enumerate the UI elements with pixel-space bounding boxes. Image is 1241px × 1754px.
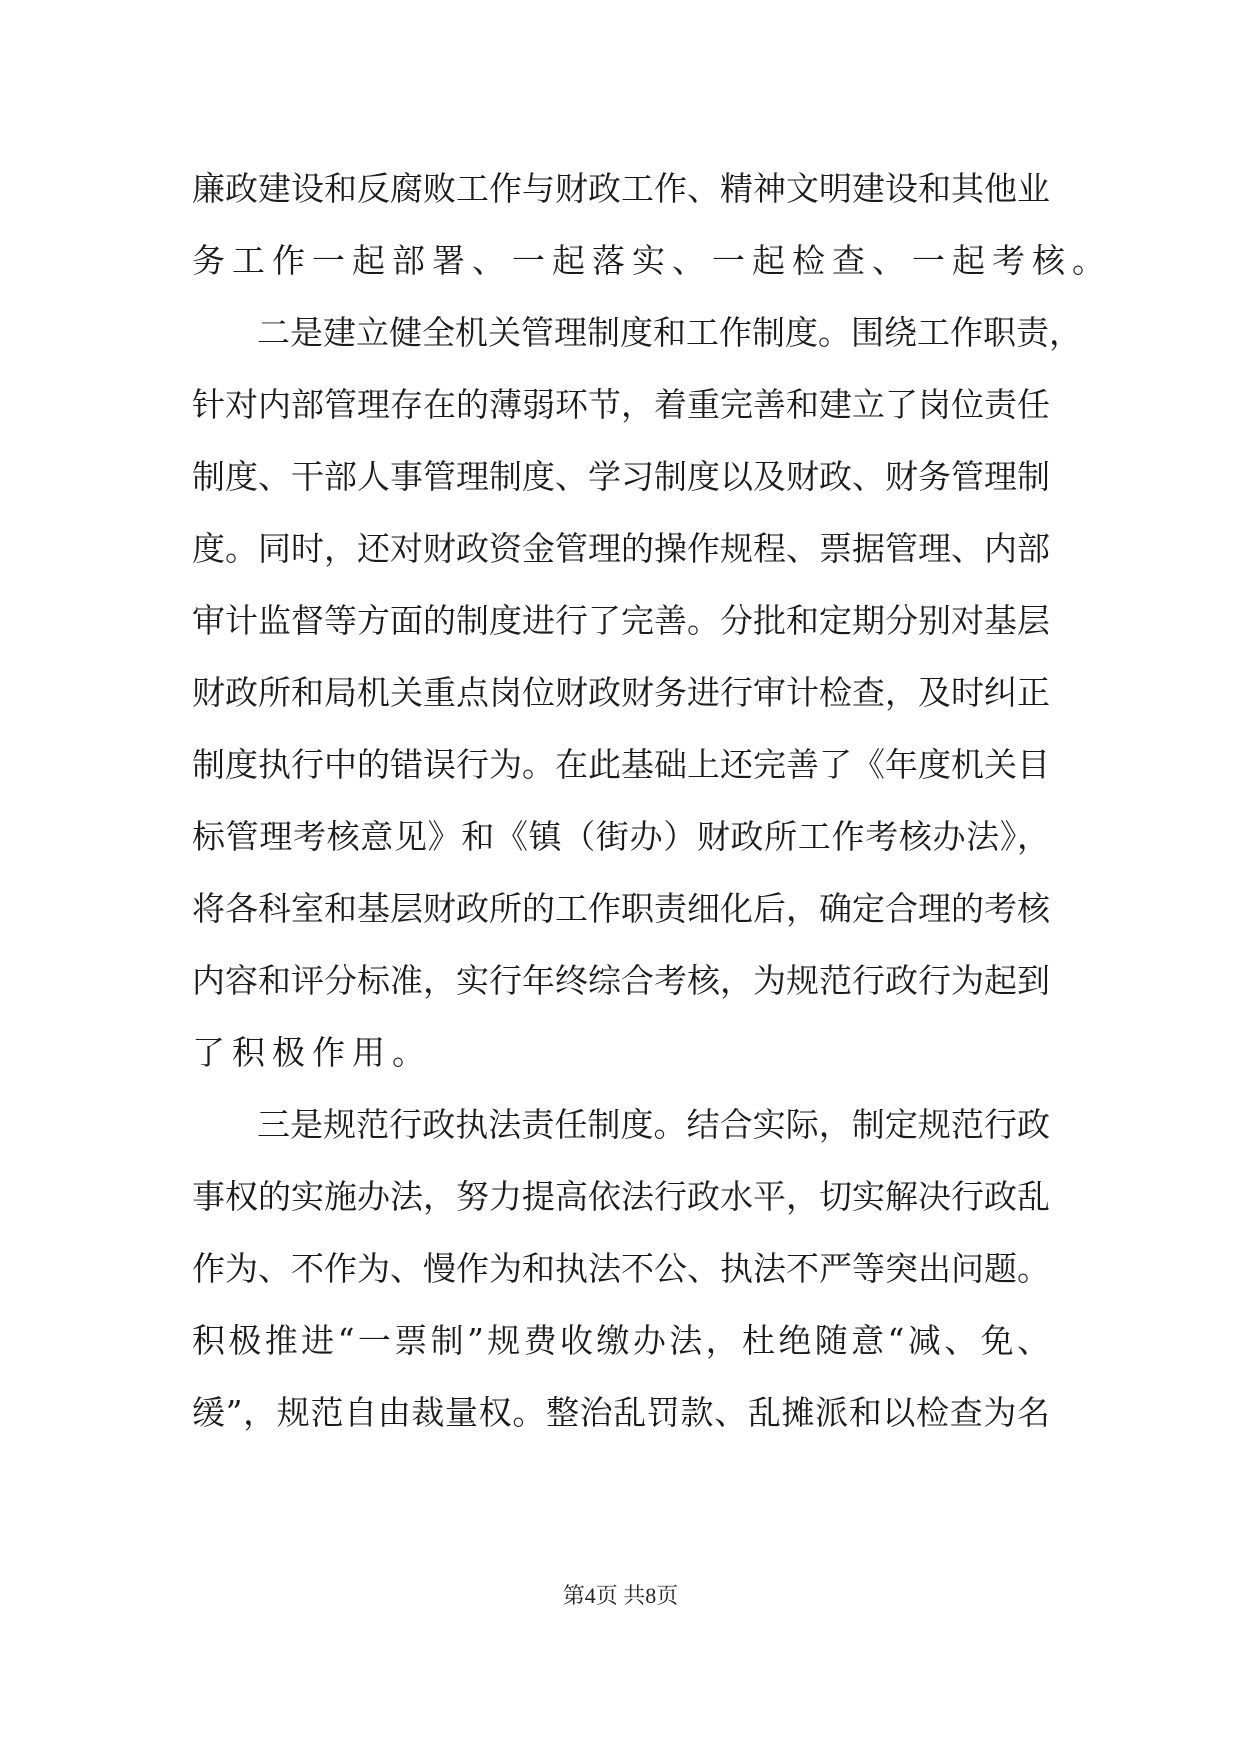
paragraph-line: 审计监督等方面的制度进行了完善。分批和定期分别对基层 (192, 601, 1050, 640)
paragraph-line: 制度、干部人事管理制度、学习制度以及财政、财务管理制 (192, 457, 1050, 496)
paragraph-line: 二是建立健全机关管理制度和工作制度。围绕工作职责， (257, 313, 1082, 352)
paragraph-line: 财政所和局机关重点岗位财政财务进行审计检查，及时纠正 (192, 673, 1050, 712)
paragraph-line: 标管理考核意见》和《镇（街办）财政所工作考核办法》， (192, 817, 1050, 856)
paragraph-line: 了积极作用。 (192, 1033, 432, 1072)
paragraph-line: 度。同时，还对财政资金管理的操作规程、票据管理、内部 (192, 529, 1050, 568)
paragraph-line: 将各科室和基层财政所的工作职责细化后，确定合理的考核 (192, 889, 1050, 928)
paragraph-line: 务工作一起部署、一起落实、一起检查、一起考核。 (192, 241, 1112, 280)
paragraph-line: 制度执行中的错误行为。在此基础上还完善了《年度机关目 (192, 745, 1050, 784)
paragraph-line: 三是规范行政执法责任制度。结合实际，制定规范行政 (257, 1105, 1050, 1144)
paragraph-line: 作为、不作为、慢作为和执法不公、执法不严等突出问题。 (192, 1249, 1050, 1288)
paragraph-line: 廉政建设和反腐败工作与财政工作、精神文明建设和其他业 (192, 169, 1050, 208)
paragraph-line: 缓”，规范自由裁量权。整治乱罚款、乱摊派和以检查为名 (192, 1393, 1050, 1432)
page-footer: 第4页 共8页 (562, 1583, 679, 1608)
paragraph-line: 积极推进“一票制”规费收缴办法，杜绝随意“减、免、 (192, 1321, 1050, 1360)
paragraph-line: 内容和评分标准，实行年终综合考核，为规范行政行为起到 (192, 961, 1050, 1000)
paragraph-line: 事权的实施办法，努力提高依法行政水平，切实解决行政乱 (192, 1177, 1050, 1216)
paragraph-line: 针对内部管理存在的薄弱环节，着重完善和建立了岗位责任 (192, 385, 1050, 424)
